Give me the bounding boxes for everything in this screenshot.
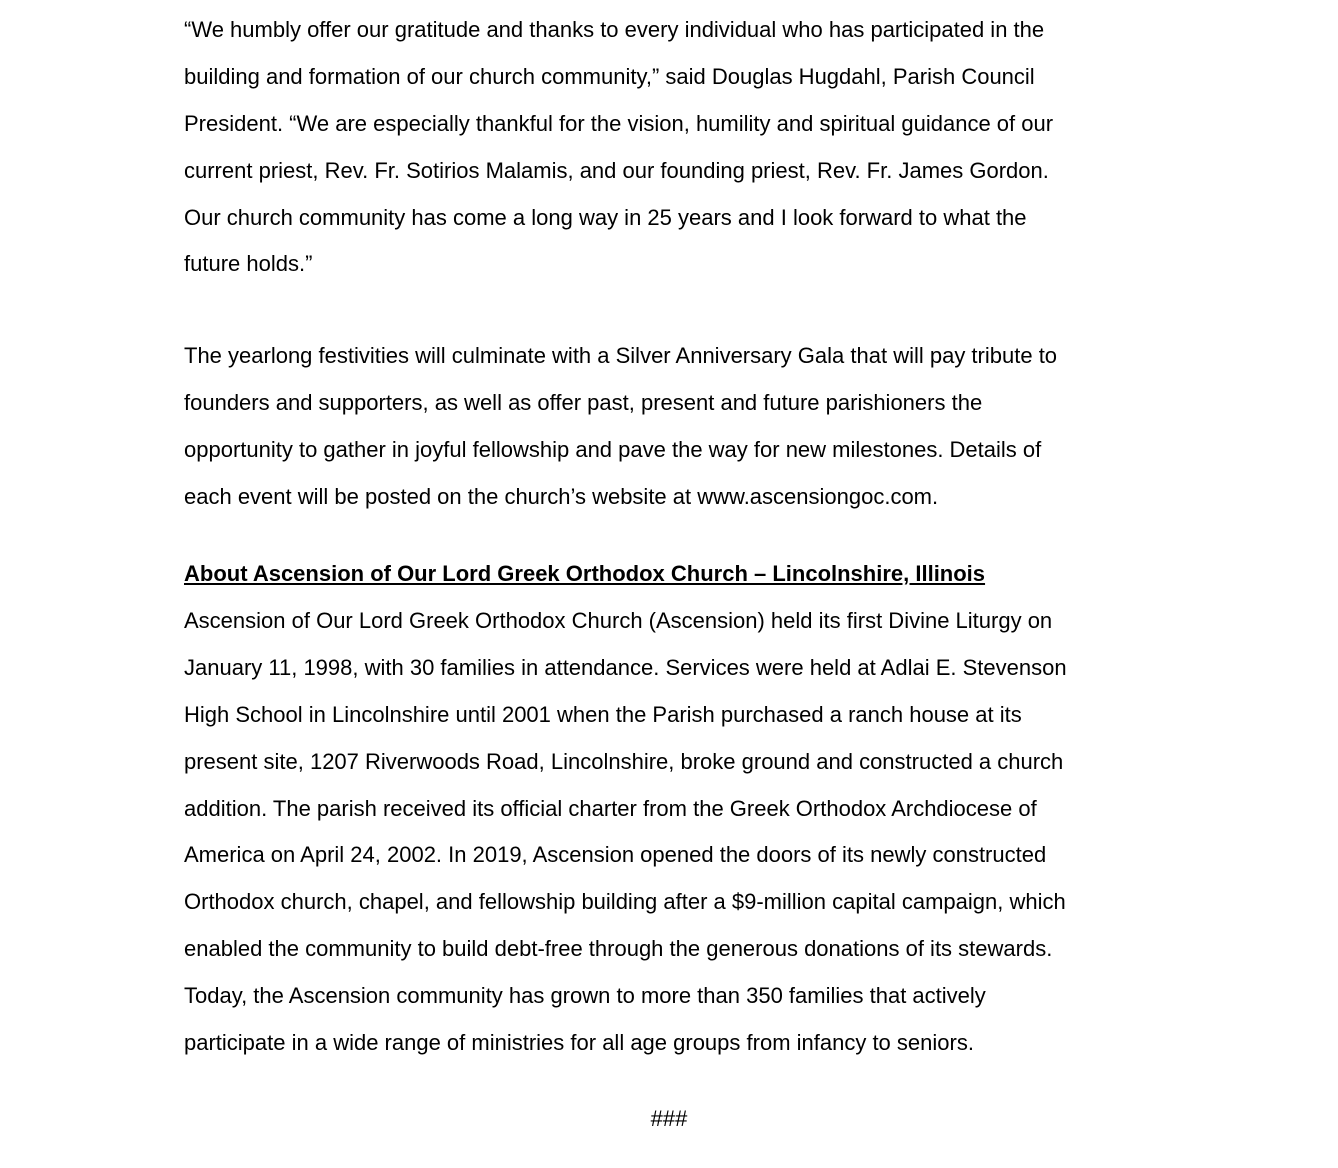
paragraph-line: High School in Lincolnshire until 2001 when the Parish purchased a ranch house at its xyxy=(184,701,1022,727)
paragraph-line: participate in a wide range of ministries for all age groups from infancy to seniors. xyxy=(184,1030,974,1056)
paragraph-line: opportunity to gather in joyful fellowship and pave the way for new milestones. Details of xyxy=(184,436,1042,462)
paragraph-line: The yearlong festivities will culminate with a Silver Anniversary Gala that will pay tribute to xyxy=(184,343,1058,368)
paragraph-line: Ascension of Our Lord Greek Orthodox Church (Ascension) held its first Divine Liturgy on xyxy=(184,608,1053,633)
paragraph-line: “We humbly offer our gratitude and thanks to every individual who has participated in the xyxy=(184,17,1045,42)
paragraph-line: Our church community has come a long way in 25 years and I look forward to what the xyxy=(184,204,1027,230)
paragraph-line: addition. The parish received its official charter from the Greek Orthodox Archdiocese of xyxy=(184,795,1037,821)
paragraph-line: enabled the community to build debt-free through the generous donations of its stewards. xyxy=(184,936,1053,962)
paragraph-line: President. “We are especially thankful for the vision, humility and spiritual guidance of our xyxy=(184,110,1054,136)
quote-paragraph xyxy=(184,7,1144,288)
about-paragraph xyxy=(184,598,1144,1067)
paragraph-line: Orthodox church, chapel, and fellowship building after a $9-million capital campaign, which xyxy=(184,889,1066,915)
paragraph-line: building and formation of our church community,” said Douglas Hugdahl, Parish Council xyxy=(184,63,1035,89)
paragraph-line: current priest, Rev. Fr. Sotirios Malamis, and our founding priest, Rev. Fr. James Gordon. xyxy=(184,157,1049,183)
paragraph-line: America on April 24, 2002. In 2019, Ascension opened the doors of its newly constructed xyxy=(184,842,1047,868)
paragraph-line: present site, 1207 Riverwoods Road, Lincolnshire, broke ground and constructed a church xyxy=(184,748,1064,774)
paragraph-line: January 11, 1998, with 30 families in attendance. Services were held at Adlai E. Stevenson xyxy=(184,654,1067,680)
paragraph-line: future holds.” xyxy=(184,251,313,277)
end-of-release-mark: ### xyxy=(650,1106,688,1131)
paragraph-line: each event will be posted on the church’s website at www.ascensiongoc.com. xyxy=(184,483,939,509)
paragraph-line: Today, the Ascension community has grown to more than 350 families that actively xyxy=(184,983,986,1009)
about-heading: About Ascension of Our Lord Greek Orthodox Church – Lincolnshire, Illinois xyxy=(184,561,986,586)
gala-paragraph xyxy=(184,333,1144,521)
paragraph-line: founders and supporters, as well as offer past, present and future parishioners the xyxy=(184,389,983,415)
